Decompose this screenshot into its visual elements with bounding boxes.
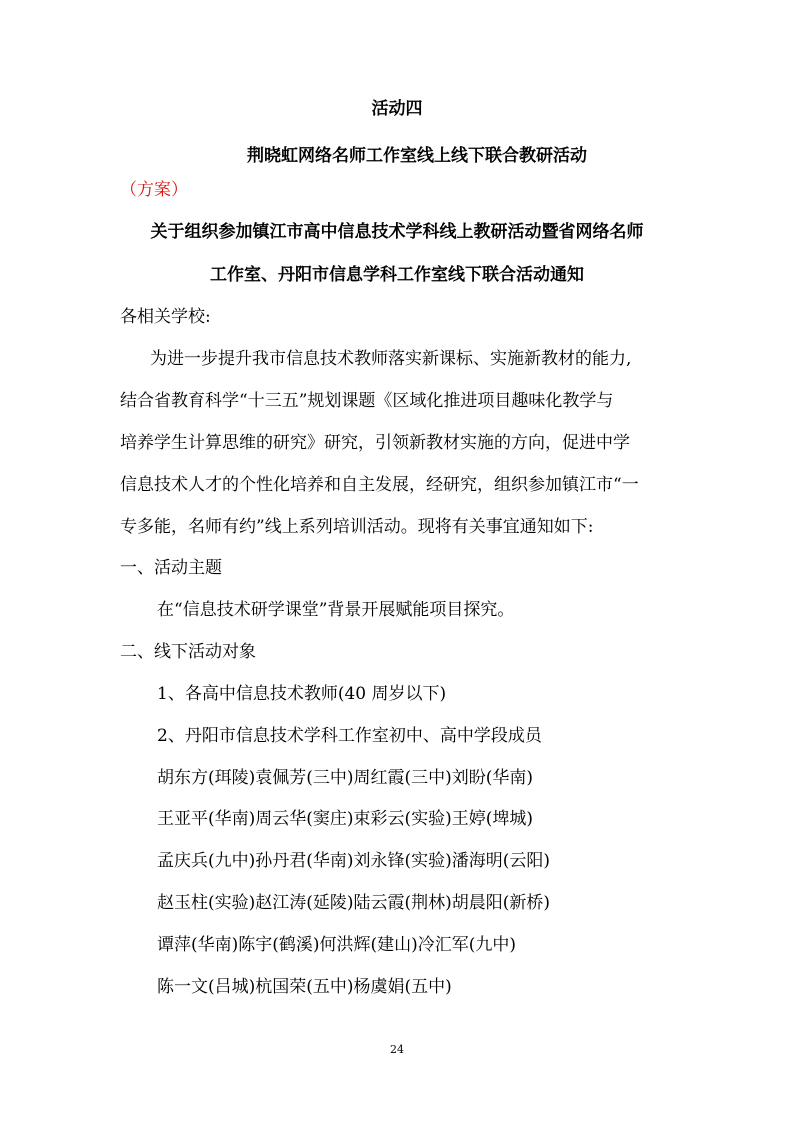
- member-row: 胡东方(珥陵)袁佩芳(三中)周红霞(三中)刘盼(华南): [157, 768, 534, 788]
- paragraph-line: 信息技术人才的个性化培养和自主发展，经研究，组织参加镇江市“一: [120, 475, 639, 495]
- notice-title-line-2: 工作室、丹阳市信息学科工作室线下联合活动通知: [210, 265, 584, 285]
- section-heading-1: 一、活动主题: [120, 558, 222, 578]
- paragraph-line: 专多能，名师有约”线上系列培训活动。现将有关事宜通知如下:: [120, 517, 594, 537]
- section-heading-2: 二、线下活动对象: [120, 642, 256, 662]
- notice-title-line-1: 关于组织参加镇江市高中信息技术学科线上教研活动暨省网络名师: [150, 222, 644, 242]
- paragraph-line: 培养学生计算思维的研究》研究，引领新教材实施的方向，促进中学: [120, 433, 630, 453]
- plan-tag: （方案）: [120, 180, 188, 200]
- salutation: 各相关学校:: [120, 307, 211, 327]
- member-row: 谭萍(华南)陈宇(鹤溪)何洪辉(建山)冷汇军(九中): [157, 935, 517, 955]
- activity-heading: 活动四: [371, 99, 423, 119]
- paragraph-line: 结合省教育科学“十三五”规划课题《区域化推进项目趣味化教学与: [120, 391, 614, 411]
- section-1-text: 在“信息技术研学课堂”背景开展赋能项目探究。: [157, 600, 515, 620]
- document-title: 荆晓虹网络名师工作室线上线下联合教研活动: [247, 146, 587, 166]
- page-number: 24: [390, 1043, 404, 1056]
- member-row: 陈一文(吕城)杭国荣(五中)杨虞娟(五中): [157, 977, 452, 997]
- paragraph-line: 为进一步提升我市信息技术教师落实新课标、实施新教材的能力,: [150, 349, 632, 369]
- member-row: 赵玉柱(实验)赵江涛(延陵)陆云霞(荆林)胡晨阳(新桥): [157, 893, 551, 913]
- member-row: 孟庆兵(九中)孙丹君(华南)刘永锋(实验)潘海明(云阳): [157, 851, 551, 871]
- member-row: 王亚平(华南)周云华(窦庄)束彩云(实验)王婷(埤城): [157, 809, 534, 829]
- list-item: 2、丹阳市信息技术学科工作室初中、高中学段成员: [157, 726, 542, 746]
- list-item: 1、各高中信息技术教师(40 周岁以下): [157, 684, 447, 704]
